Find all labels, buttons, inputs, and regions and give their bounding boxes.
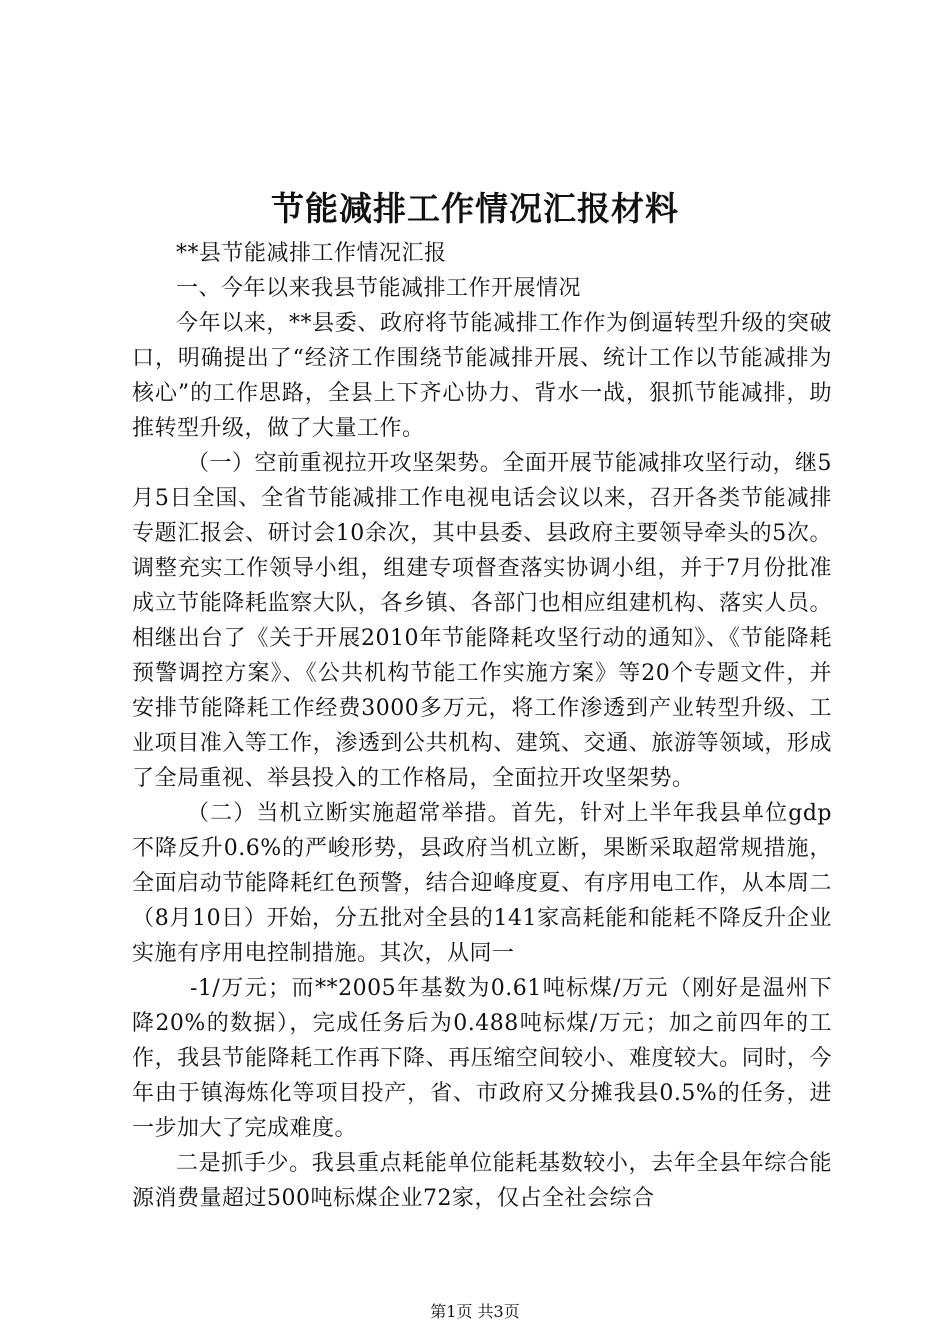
page-number: 第1页 共3页 — [430, 1302, 520, 1321]
body-paragraph: （二）当机立断实施超常举措。首先，针对上半年我县单位gdp不降反升0.6%的严峻形势，县政府当机立断，果断采取超常规措施，全面启动节能降耗红色预警，结合迎峰度夏、有序用电工作，从本周二（8月10日）开始，分五批对全县的141家高耗能和能耗不降反升企业实施有序用电控制措施。其次，从同一 — [132, 801, 832, 966]
body-paragraph: （一）空前重视拉开攻坚架势。全面开展节能减排攻坚行动，继5月5日全国、全省节能减排工作电视电话会议以来，召开各类节能减排专题汇报会、研讨会10余次，其中县委、县政府主要领导牵头的5次。调整充实工作领导小组，组建专项督查落实协调小组，并于7月份批准成立节能降耗监察大队，各乡镇、各部门也相应组建机构、落实人员。相继出台了《关于开展2010年节能降耗攻坚行动的通知》、《节能降耗预警调控方案》、《公共机构节能工作实施方案》等20个专题文件，并安排节能降耗工作经费3000多万元，将工作渗透到产业转型升级、工业项目准入等工作，渗透到公共机构、建筑、交通、旅游等领域，形成了全局重视、举县投入的工作格局，全面拉开攻坚架势。 — [132, 451, 832, 791]
report-subtitle: **县节能减排工作情况汇报 — [176, 241, 447, 266]
document-body — [132, 236, 832, 1216]
body-paragraph: 二是抓手少。我县重点耗能单位能耗基数较小，去年全县年综合能源消费量超过500吨标煤企业72家，仅占全社会综合 — [132, 1151, 832, 1211]
document-title: 节能减排工作情况汇报材料 — [271, 189, 679, 228]
section-heading: 一、今年以来我县节能减排工作开展情况 — [176, 276, 582, 301]
body-paragraph: 今年以来，**县委、政府将节能减排工作作为倒逼转型升级的突破口，明确提出了“经济工作围绕节能减排开展、统计工作以节能减排为核心”的工作思路，全县上下齐心协力、背水一战，狠抓节能减排，助推转型升级，做了大量工作。 — [132, 311, 832, 441]
body-paragraph: -1/万元；而**2005年基数为0.61吨标煤/万元（刚好是温州下降20%的数据），完成任务后为0.488吨标煤/万元；加之前四年的工作，我县节能降耗工作再下降、再压缩空间较小、难度较大。同时，今年由于镇海炼化等项目投产，省、市政府又分摊我县0.5%的任务，进一步加大了完成难度。 — [132, 976, 832, 1141]
